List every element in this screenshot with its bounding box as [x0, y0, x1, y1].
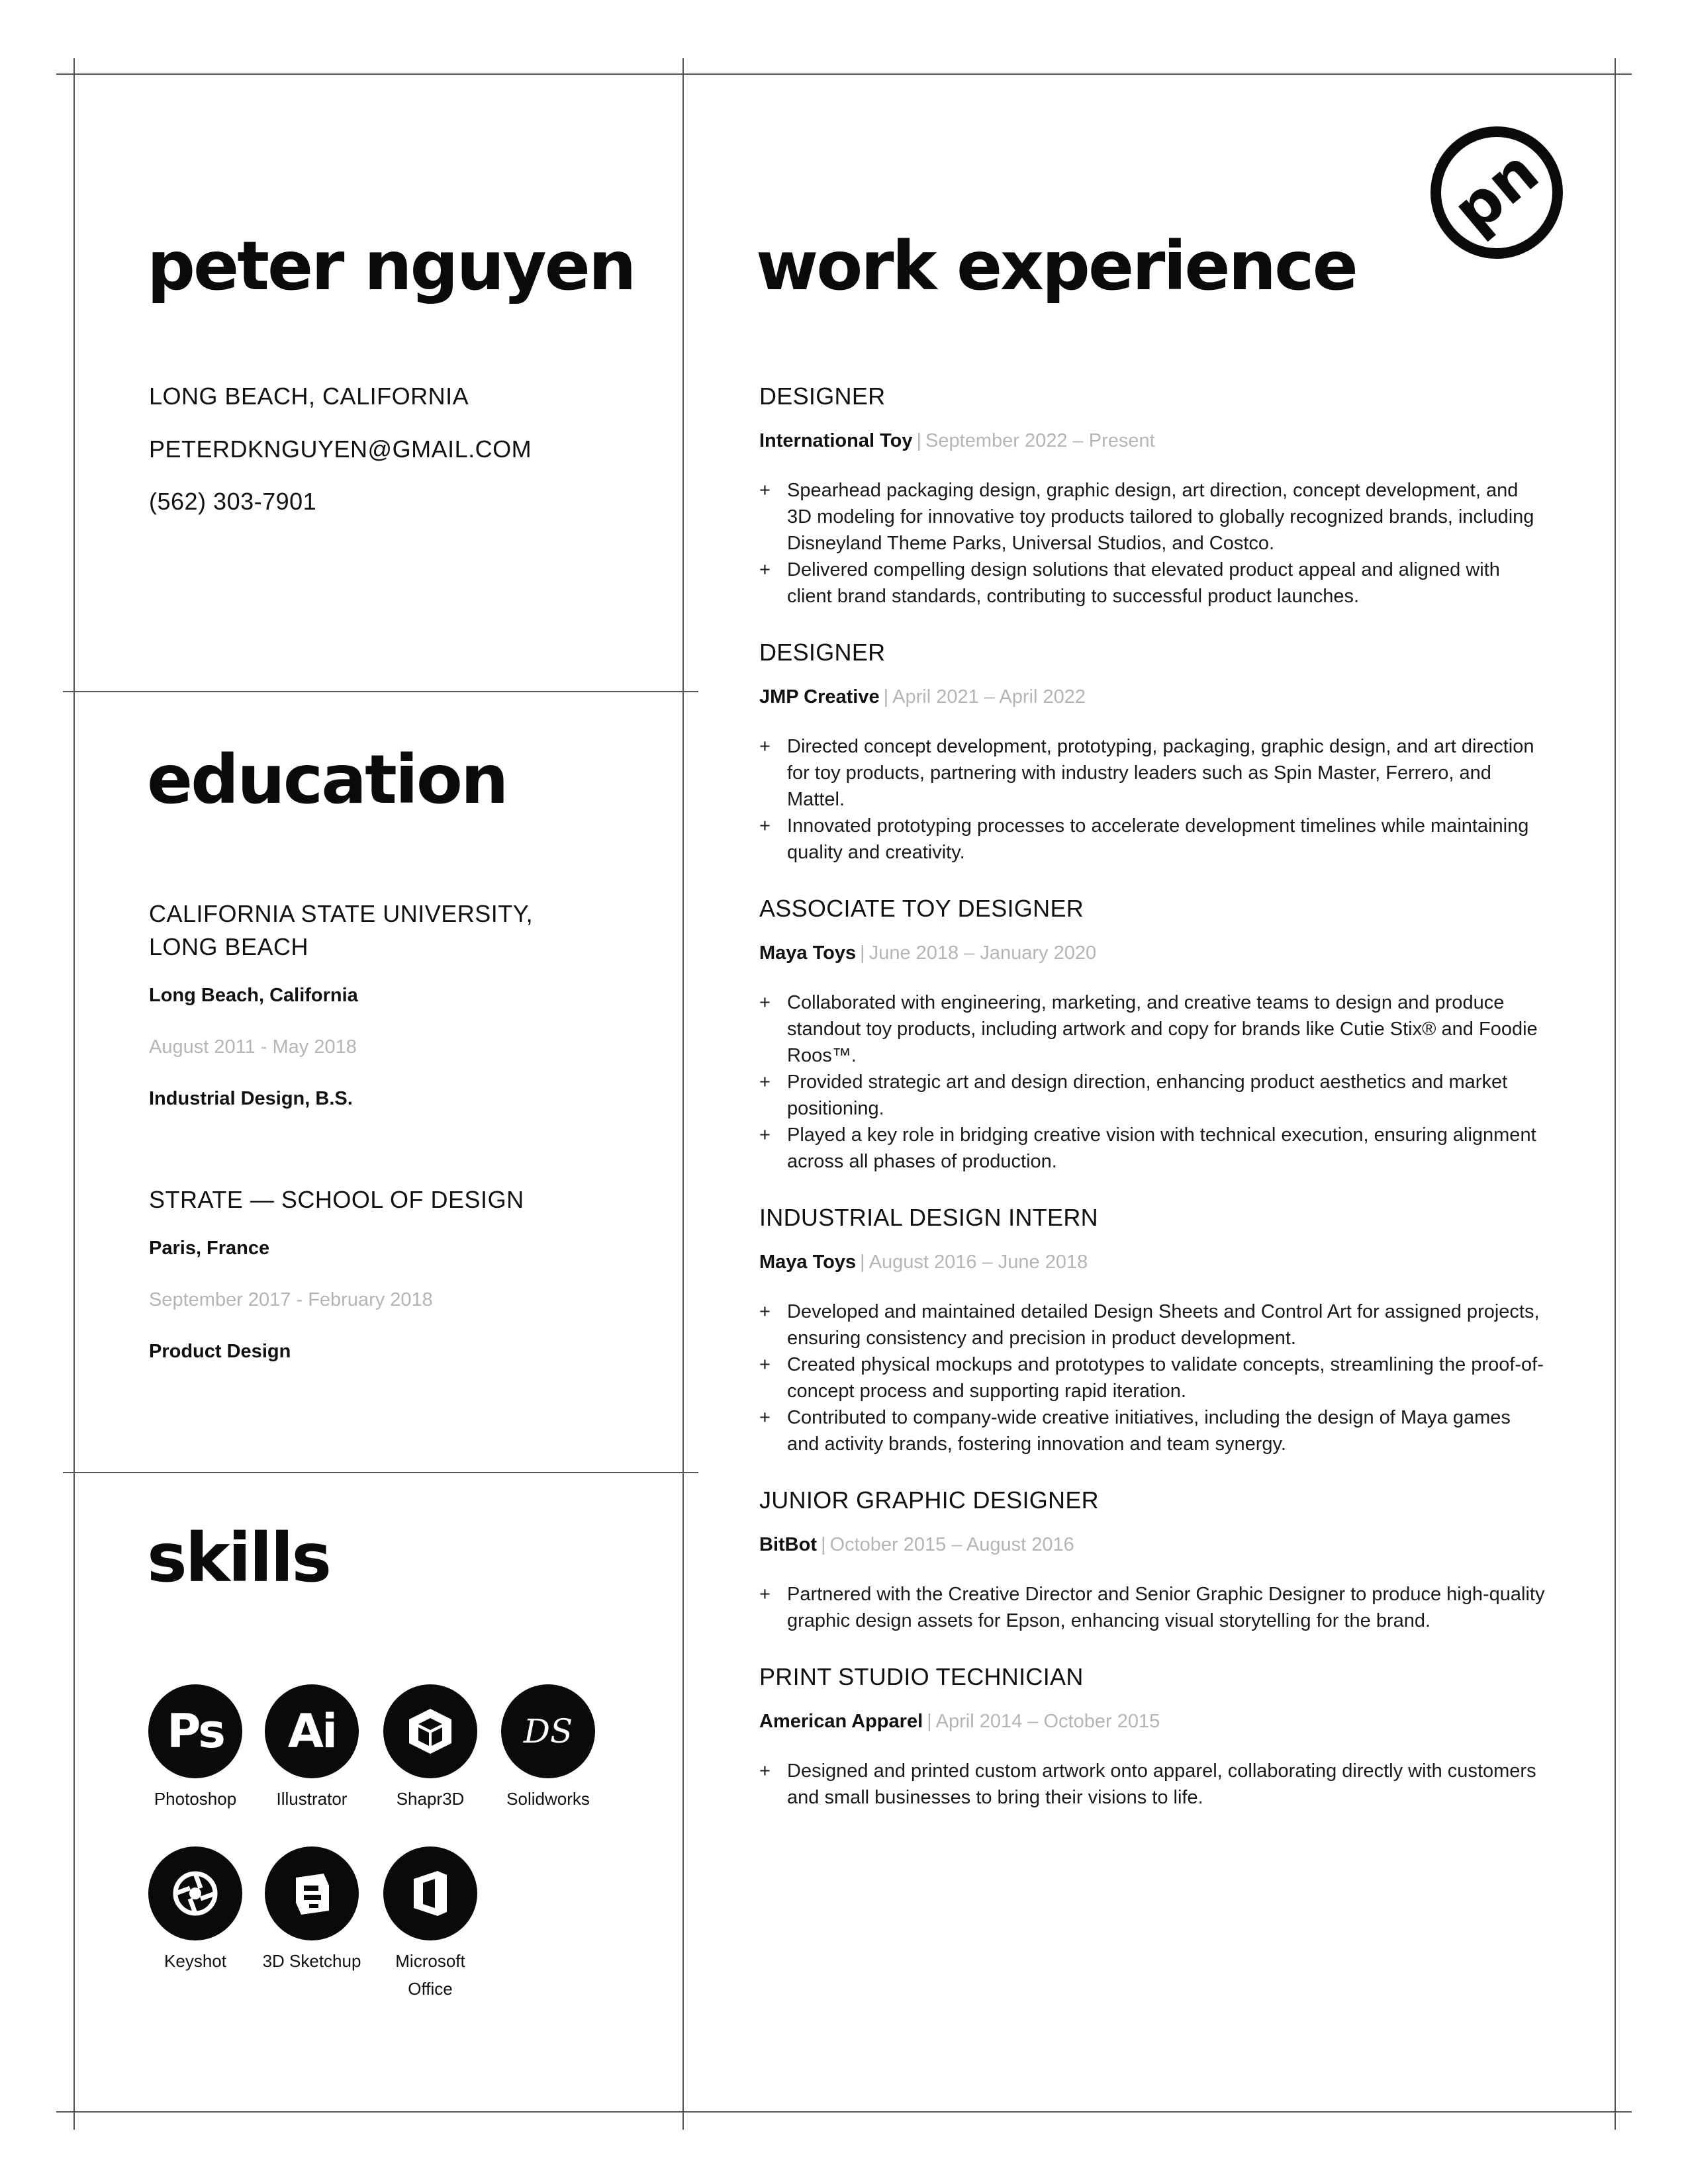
- school-dates: August 2011 - May 2018: [149, 1036, 357, 1058]
- solidworks-icon: [501, 1684, 595, 1778]
- job-bullet: + Collaborated with engineering, marketing, and creative teams to design and produce standout toy products, including artwork and copy for brands like Cutie Stix® and Foodie Roos™.: [759, 989, 1547, 1069]
- divider-education-skills: [63, 1472, 698, 1473]
- job-bullet: + Delivered compelling design solutions that elevated product appeal and aligned with client brand standards, contributing to successful product launches.: [759, 557, 1547, 610]
- job-meta: [759, 942, 1547, 964]
- skill-label-line2: Office: [408, 1979, 453, 1999]
- school-location: Long Beach, California: [149, 985, 358, 1006]
- school-degree: Industrial Design, B.S.: [149, 1088, 353, 1109]
- work-list: [759, 383, 1547, 1811]
- skill-solidworks: [485, 1684, 611, 1813]
- job-title: ASSOCIATE TOY DESIGNER: [759, 895, 1084, 922]
- keyshot-icon: [148, 1846, 242, 1940]
- skills-heading: skills: [147, 1519, 330, 1598]
- skill-label: Illustrator: [276, 1789, 348, 1809]
- job-bullets: [759, 477, 1547, 610]
- solidworks-glyph: DS: [523, 1712, 573, 1751]
- job-bullets: [759, 989, 1547, 1175]
- job-entry: [759, 383, 1547, 610]
- school-csulb: [149, 897, 533, 1110]
- skill-sketchup: [249, 1846, 375, 1975]
- job-entry: [759, 639, 1547, 866]
- job-dates: September 2022 – Present: [925, 430, 1155, 451]
- job-bullet: + Played a key role in bridging creative vision with technical execution, ensuring alignment across all phases of production.: [759, 1122, 1547, 1175]
- school-strate: [149, 1183, 524, 1363]
- job-entry: [759, 1204, 1547, 1457]
- job-dates: August 2016 – June 2018: [868, 1251, 1088, 1273]
- job-company: American Apparel: [759, 1711, 923, 1732]
- frame-line-bottom: [56, 2111, 1632, 2113]
- job-bullet: + Spearhead packaging design, graphic design, art direction, concept development, and 3D modeling for innovative toy products tailored to globally recognized brands, including Disneyland Theme Parks, Universal Studios, and Costco.: [759, 477, 1547, 557]
- school-name-line1: STRATE — SCHOOL OF DESIGN: [149, 1186, 524, 1213]
- job-company: Maya Toys: [759, 942, 857, 964]
- job-entry: [759, 1486, 1547, 1634]
- job-company: International Toy: [759, 430, 913, 451]
- illustrator-glyph: Ai: [287, 1704, 336, 1758]
- job-company: BitBot: [759, 1534, 817, 1555]
- photoshop-glyph: Ps: [167, 1704, 224, 1758]
- job-separator: |: [883, 686, 889, 707]
- school-name-line1: CALIFORNIA STATE UNIVERSITY,: [149, 900, 534, 927]
- skill-label: Solidworks: [506, 1789, 590, 1809]
- skill-label: [367, 1947, 493, 2003]
- education-heading: education: [147, 741, 507, 819]
- job-bullets: [759, 1581, 1547, 1634]
- job-bullet: + Partnered with the Creative Director and Senior Graphic Designer to produce high-quality graphic design assets for Epson, enhancing visual storytelling for the brand.: [759, 1581, 1547, 1634]
- name-heading: peter nguyen: [147, 227, 635, 306]
- skill-label: Photoshop: [154, 1789, 237, 1809]
- contact-email[interactable]: PETERDKNGUYEN@GMAIL.COM: [149, 435, 532, 463]
- job-separator: |: [860, 1251, 865, 1273]
- skill-shapr3d: [367, 1684, 493, 1813]
- job-meta: [759, 1534, 1547, 1556]
- job-separator: |: [860, 942, 865, 964]
- job-title: DESIGNER: [759, 639, 886, 666]
- job-bullet: + Developed and maintained detailed Design Sheets and Control Art for assigned projects, ensuring consistency and precision in product development.: [759, 1298, 1547, 1351]
- pn-logo: [1429, 124, 1565, 261]
- job-meta: [759, 430, 1547, 452]
- microsoft-office-icon: [383, 1846, 477, 1940]
- job-dates: April 2014 – October 2015: [935, 1711, 1160, 1732]
- frame-line-right: [1615, 58, 1616, 2130]
- job-dates: June 2018 – January 2020: [868, 942, 1097, 964]
- shapr3d-icon: [383, 1684, 477, 1778]
- frame-line-left: [73, 58, 75, 2130]
- job-bullets: [759, 1298, 1547, 1457]
- job-meta: [759, 1251, 1547, 1273]
- skill-keyshot: [132, 1846, 258, 1975]
- skill-photoshop: [132, 1684, 258, 1813]
- job-title: INDUSTRIAL DESIGN INTERN: [759, 1204, 1098, 1231]
- work-heading: work experience: [756, 227, 1356, 306]
- frame-line-center: [682, 58, 684, 2130]
- job-dates: October 2015 – August 2016: [829, 1534, 1074, 1555]
- pn-logo-monogram: pn: [1439, 136, 1552, 247]
- contact-phone[interactable]: (562) 303-7901: [149, 488, 317, 515]
- skill-label: Shapr3D: [396, 1789, 465, 1809]
- job-title: DESIGNER: [759, 383, 886, 410]
- job-bullets: [759, 733, 1547, 866]
- job-company: JMP Creative: [759, 686, 880, 707]
- skill-label: Keyshot: [164, 1951, 226, 1971]
- job-bullet: + Directed concept development, prototyping, packaging, graphic design, and art direction for toy products, partnering with industry leaders such as Spin Master, Ferrero, and Mattel.: [759, 733, 1547, 813]
- job-entry: [759, 1663, 1547, 1811]
- job-bullet: + Innovated prototyping processes to accelerate development timelines while maintaining quality and creativity.: [759, 813, 1547, 866]
- job-bullets: [759, 1758, 1547, 1811]
- job-separator: |: [927, 1711, 932, 1732]
- school-name-line2: LONG BEACH: [149, 933, 309, 960]
- skill-illustrator: [249, 1684, 375, 1813]
- job-separator: |: [916, 430, 922, 451]
- job-meta: [759, 686, 1547, 708]
- frame-line-top: [56, 73, 1632, 75]
- job-bullet: + Created physical mockups and prototypes to validate concepts, streamlining the proof-of-concept process and supporting rapid iteration.: [759, 1351, 1547, 1404]
- skill-label: 3D Sketchup: [262, 1951, 361, 1971]
- skill-label-line1: Microsoft: [395, 1951, 465, 1971]
- school-dates: September 2017 - February 2018: [149, 1289, 433, 1310]
- skill-microsoft-office: [367, 1846, 493, 2003]
- job-title: JUNIOR GRAPHIC DESIGNER: [759, 1486, 1099, 1514]
- job-entry: [759, 895, 1547, 1175]
- job-dates: April 2021 – April 2022: [892, 686, 1086, 707]
- job-meta: [759, 1711, 1547, 1733]
- job-bullet: + Designed and printed custom artwork onto apparel, collaborating directly with customers and small businesses to bring their visions to life.: [759, 1758, 1547, 1811]
- illustrator-icon: [265, 1684, 359, 1778]
- job-bullet: + Provided strategic art and design direction, enhancing product aesthetics and market positioning.: [759, 1069, 1547, 1122]
- job-title: PRINT STUDIO TECHNICIAN: [759, 1663, 1084, 1690]
- photoshop-icon: [148, 1684, 242, 1778]
- school-location: Paris, France: [149, 1238, 270, 1259]
- sketchup-icon: [265, 1846, 359, 1940]
- school-degree: Product Design: [149, 1341, 291, 1362]
- contact-location: LONG BEACH, CALIFORNIA: [149, 383, 469, 410]
- job-separator: |: [820, 1534, 826, 1555]
- job-bullet: + Contributed to company-wide creative initiatives, including the design of Maya games and activity brands, fostering innovation and team synergy.: [759, 1404, 1547, 1457]
- job-company: Maya Toys: [759, 1251, 857, 1273]
- divider-contact-education: [63, 691, 698, 692]
